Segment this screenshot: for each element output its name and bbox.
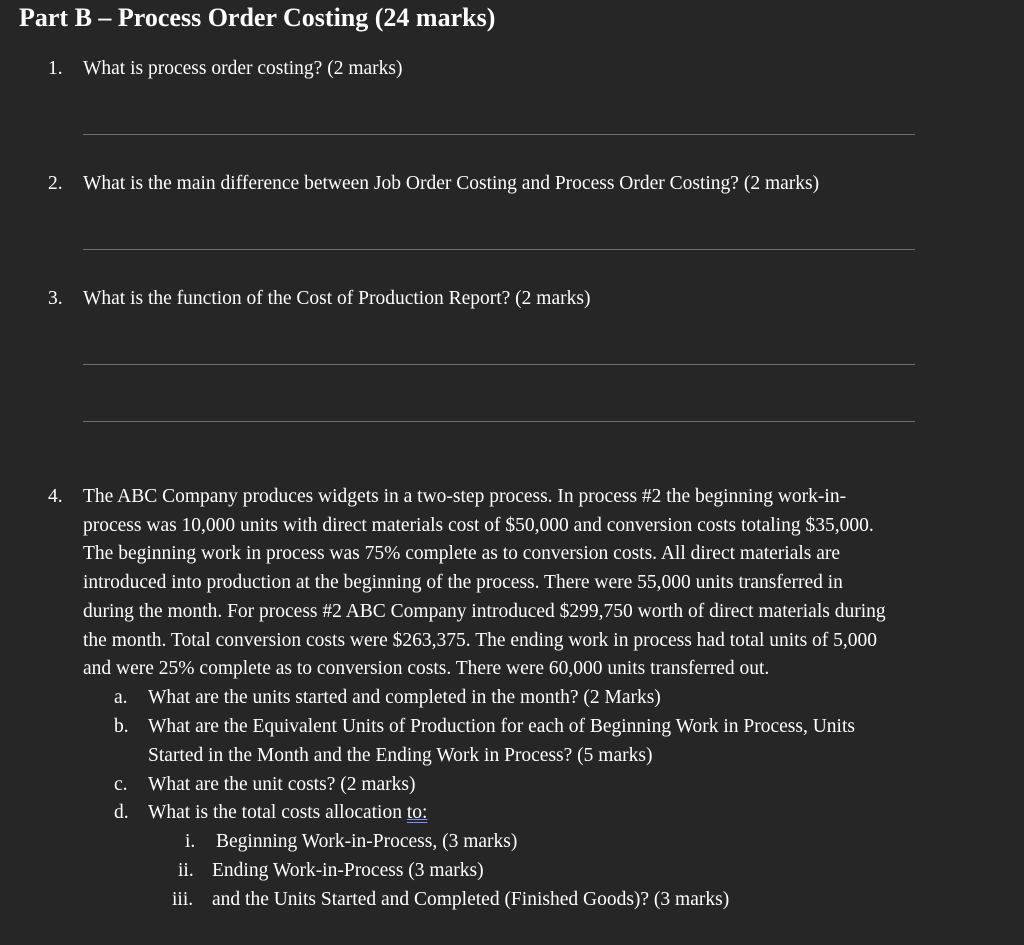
answer-line-3b — [83, 421, 915, 422]
paragraph-line: introduced into production at the beginning of the process. There were 55,000 units transferred in — [83, 572, 843, 594]
item-ii-text: Ending Work-in-Process (3 marks) — [212, 860, 484, 881]
sub-question-b-label: b. — [114, 716, 129, 737]
sub-question-a-text: What are the units started and completed in the month? (2 Marks) — [148, 687, 661, 708]
paragraph-line: The beginning work in process was 75% complete as to conversion costs. All direct materials are — [83, 543, 841, 565]
sub-question-a-label: a. — [114, 687, 128, 708]
question-1-text: What is process order costing? (2 marks) — [83, 58, 403, 79]
item-i-text: Beginning Work-in-Process, (3 marks) — [216, 831, 518, 852]
question-4-paragraph — [83, 483, 993, 684]
paragraph-line: the month. Total conversion costs were $263,375. The ending work in process had total units of 5,000 — [83, 629, 878, 651]
paragraph-line: during the month. For process #2 ABC Company introduced $299,750 worth of direct materials during — [83, 600, 886, 622]
sub-question-d-underlined: to: — [406, 802, 428, 823]
page-title: Part B – Process Order Costing (24 marks) — [19, 3, 496, 32]
question-2-text: What is the main difference between Job Order Costing and Process Order Costing? (2 marks) — [83, 173, 820, 194]
sub-question-c-text: What are the unit costs? (2 marks) — [148, 774, 416, 795]
sub-question-d-label: d. — [114, 802, 129, 823]
question-3-text: What is the function of the Cost of Production Report? (2 marks) — [83, 288, 591, 309]
item-iii-text: and the Units Started and Completed (Finished Goods)? (3 marks) — [212, 889, 730, 910]
paragraph-line: and were 25% complete as to conversion costs. There were 60,000 units transferred out. — [83, 658, 770, 680]
sub-question-c-label: c. — [114, 774, 128, 795]
sub-question-d-main: What is the total costs allocation — [148, 802, 407, 823]
item-i-label: i. — [185, 831, 196, 852]
sub-question-b-text: What are the Equivalent Units of Production for each of Beginning Work in Process, Units — [148, 716, 855, 737]
question-2-number: 2. — [48, 173, 63, 194]
item-ii-label: ii. — [178, 860, 194, 881]
answer-line-3a — [83, 364, 915, 365]
answer-line-2 — [83, 249, 915, 250]
question-1-number: 1. — [48, 58, 63, 79]
question-4-number: 4. — [48, 486, 63, 507]
paragraph-line: The ABC Company produces widgets in a two-step process. In process #2 the beginning work-in- — [83, 486, 847, 507]
answer-line-1 — [83, 134, 915, 135]
item-iii-label: iii. — [172, 889, 194, 910]
sub-question-b-text-cont: Started in the Month and the Ending Work in Process? (5 marks) — [148, 745, 653, 766]
paragraph-line: process was 10,000 units with direct materials cost of $50,000 and conversion costs totaling $35,000. — [83, 514, 874, 536]
sub-question-d-text — [148, 799, 427, 828]
question-3-number: 3. — [48, 288, 63, 309]
